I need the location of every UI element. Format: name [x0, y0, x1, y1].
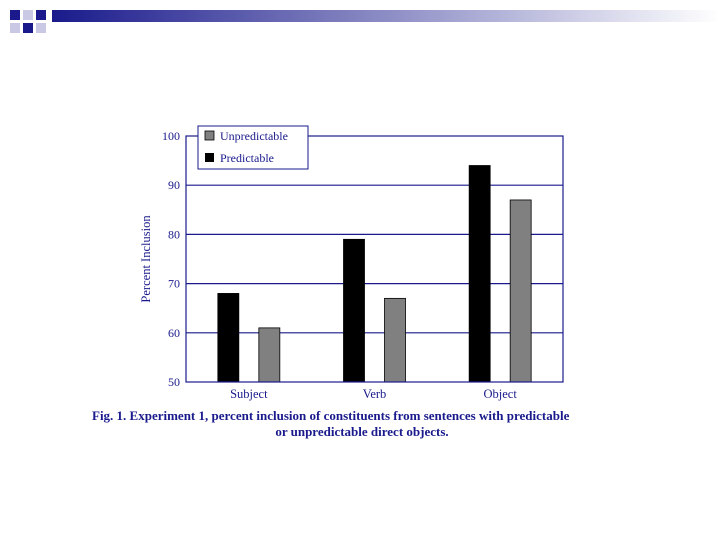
legend — [198, 126, 308, 169]
bar-unpredictable-verb — [385, 298, 406, 382]
bar-unpredictable-object — [510, 200, 531, 382]
x-category-label: Subject — [230, 387, 268, 401]
bar-unpredictable-subject — [259, 328, 280, 382]
y-tick-label: 80 — [168, 227, 180, 242]
legend-label-unpredictable: Unpredictable — [220, 129, 288, 143]
caption-line-1: Fig. 1. Experiment 1, percent inclusion of constituents from sentences with predictable — [92, 408, 570, 423]
x-category-label: Verb — [362, 387, 387, 401]
caption-line-2: or unpredictable direct objects. — [275, 424, 449, 439]
bar-predictable-subject — [218, 293, 239, 382]
bar-predictable-verb — [344, 239, 365, 382]
y-tick-label: 70 — [168, 276, 180, 291]
y-tick-label: 50 — [168, 375, 180, 389]
legend-swatch-predictable — [205, 153, 214, 162]
y-axis-label: Percent Inclusion — [139, 215, 153, 303]
figure-caption — [92, 408, 632, 440]
y-tick-label: 100 — [162, 129, 180, 143]
bar-predictable-object — [469, 166, 490, 382]
plot-frame — [186, 136, 563, 382]
legend-label-predictable: Predictable — [220, 151, 274, 165]
x-category-label: Object — [483, 387, 517, 401]
y-tick-label: 60 — [168, 325, 180, 340]
legend-swatch-unpredictable — [205, 131, 214, 140]
y-tick-label: 90 — [168, 178, 180, 193]
